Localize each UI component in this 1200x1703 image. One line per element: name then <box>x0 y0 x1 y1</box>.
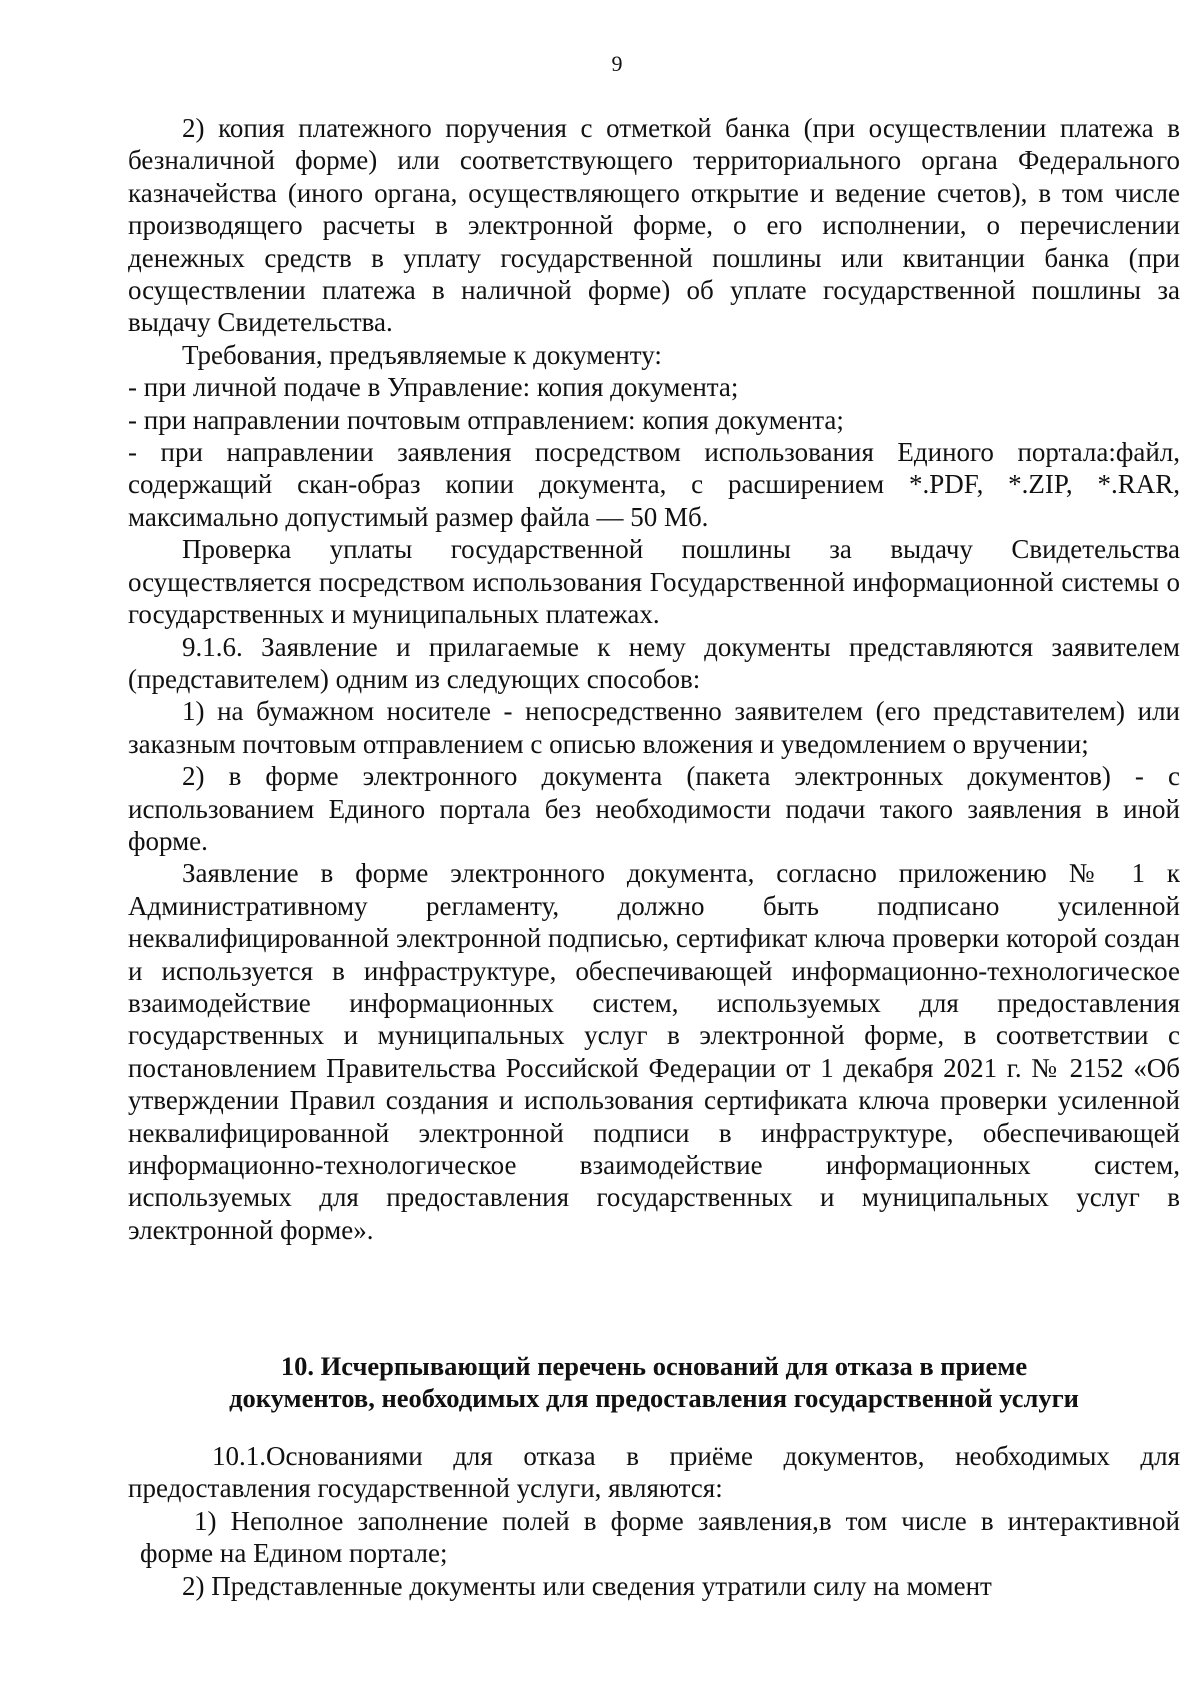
paragraph-fee-verification: Проверка уплаты государственной пошлины за выдачу Свидетельства осуществляется посредством использования Государственной информационной системы о государственных и муниципальных платежах. <box>128 534 1180 630</box>
list-item-postal-submission: - при направлении почтовым отправлением: копия документа; <box>128 404 844 435</box>
section-10-body <box>128 1440 1180 1602</box>
section-10-heading-line-1: 10. Исчерпывающий перечень оснований для отказа в приеме <box>280 1351 1028 1381</box>
paragraph-10-1: 10.1.Основаниями для отказа в приёме документов, необходимых для предоставления государственной услуги, являются: <box>128 1441 1180 1504</box>
list-item-personal-submission: - при личной подаче в Управление: копия документа; <box>128 372 739 403</box>
section-9-body <box>128 112 1180 1246</box>
list-item-incomplete-fields: 1) Неполное заполнение полей в форме заявления,в том числе в интерактивной форме на Едином портале; <box>140 1505 1180 1569</box>
page-number: 9 <box>611 51 623 76</box>
paragraph-electronic-signature: Заявление в форме электронного документа, согласно приложению № 1 к Административному регламенту, должно быть подписано усиленной неквалифицированной электронной подписью, сертификат ключа проверки которой создан и используется в инфраструктуре, обеспечивающей информационно-технологическое взаимодействие информационных систем, используемых для предоставления государственных и муниципальных услуг в электронной форме, в соответствии с постановлением Правительства Российской Федерации от 1 декабря 2021 г. № 2152 «Об утверждении Правил создания и использования сертификата ключа проверки усиленной неквалифицированной электронной подписи в инфраструктуре, обеспечивающей информационно-технологическое взаимодействие информационных систем, используемых для предоставления государственных и муниципальных услуг в электронной форме». <box>128 858 1180 1245</box>
list-item-electronic-method: 2) в форме электронного документа (пакета электронных документов) - с использованием Единого портала без необходимости подачи такого заявления в иной форме. <box>128 761 1180 856</box>
paragraph-document-requirements: Требования, предъявляемые к документу: <box>182 339 662 370</box>
section-10-heading <box>128 1350 1180 1414</box>
list-item-portal-submission: - при направлении заявления посредством использования Единого портала:файл, содержащий скан-образ копии документа, с расширением *.PDF, *.ZIP, *.RAR, максимально допустимый размер файла — 50 Мб. <box>128 437 1180 532</box>
paragraph-9-1-6: 9.1.6. Заявление и прилагаемые к нему документы представляются заявителем (представителем) одним из следующих способов: <box>128 631 1180 694</box>
list-item-expired-documents: 2) Представленные документы или сведения утратили силу на момент <box>182 1570 992 1601</box>
paragraph-payment-order-copy: 2) копия платежного поручения с отметкой банка (при осуществлении платежа в безналичной форме) или соответствующего территориального органа Федерального казначейства (иного органа, осуществляющего открытие и ведение счетов), в том числе производящего расчеты в электронной форме, о его исполнении, о перечислении денежных средств в уплату государственной пошлины или квитанции банка (при осуществлении платежа в наличной форме) об уплате государственной пошлины за выдачу Свидетельства. <box>128 113 1180 338</box>
section-10-heading-line-2: документов, необходимых для предоставления государственной услуги <box>229 1383 1079 1413</box>
list-item-paper-method: 1) на бумажном носителе - непосредственно заявителем (его представителем) или заказным почтовым отправлением с описью вложения и уведомлением о вручении; <box>128 696 1180 759</box>
